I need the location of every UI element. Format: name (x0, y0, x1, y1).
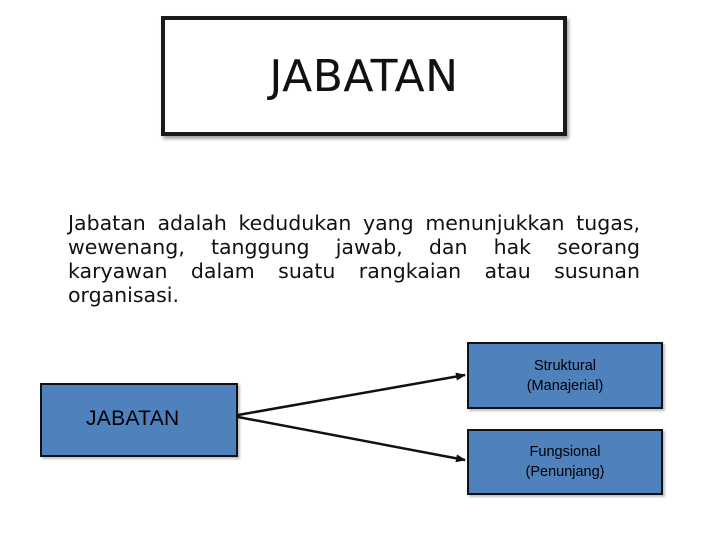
title-box (161, 16, 567, 136)
definition-text: adalah kedudukan yang menunjukkan tugas, wewenang, tanggung jawab, dan hak seorang karyawan dalam suatu rangkaian atau susunan organisasi. (68, 210, 640, 307)
definition-term: Jabatan (68, 210, 146, 235)
root-node (40, 383, 238, 457)
root-node-label: JABATAN (86, 407, 180, 430)
definition-paragraph (68, 211, 640, 307)
arrow-to-structural (238, 375, 465, 415)
arrow-to-functional (238, 417, 465, 460)
functional-node-label: Fungsional (Penunjang) (525, 444, 605, 480)
structural-node (467, 342, 663, 409)
structural-node-label: Struktural (Manajerial) (526, 357, 604, 394)
functional-node (467, 429, 663, 495)
page-title: JABATAN (269, 50, 459, 102)
